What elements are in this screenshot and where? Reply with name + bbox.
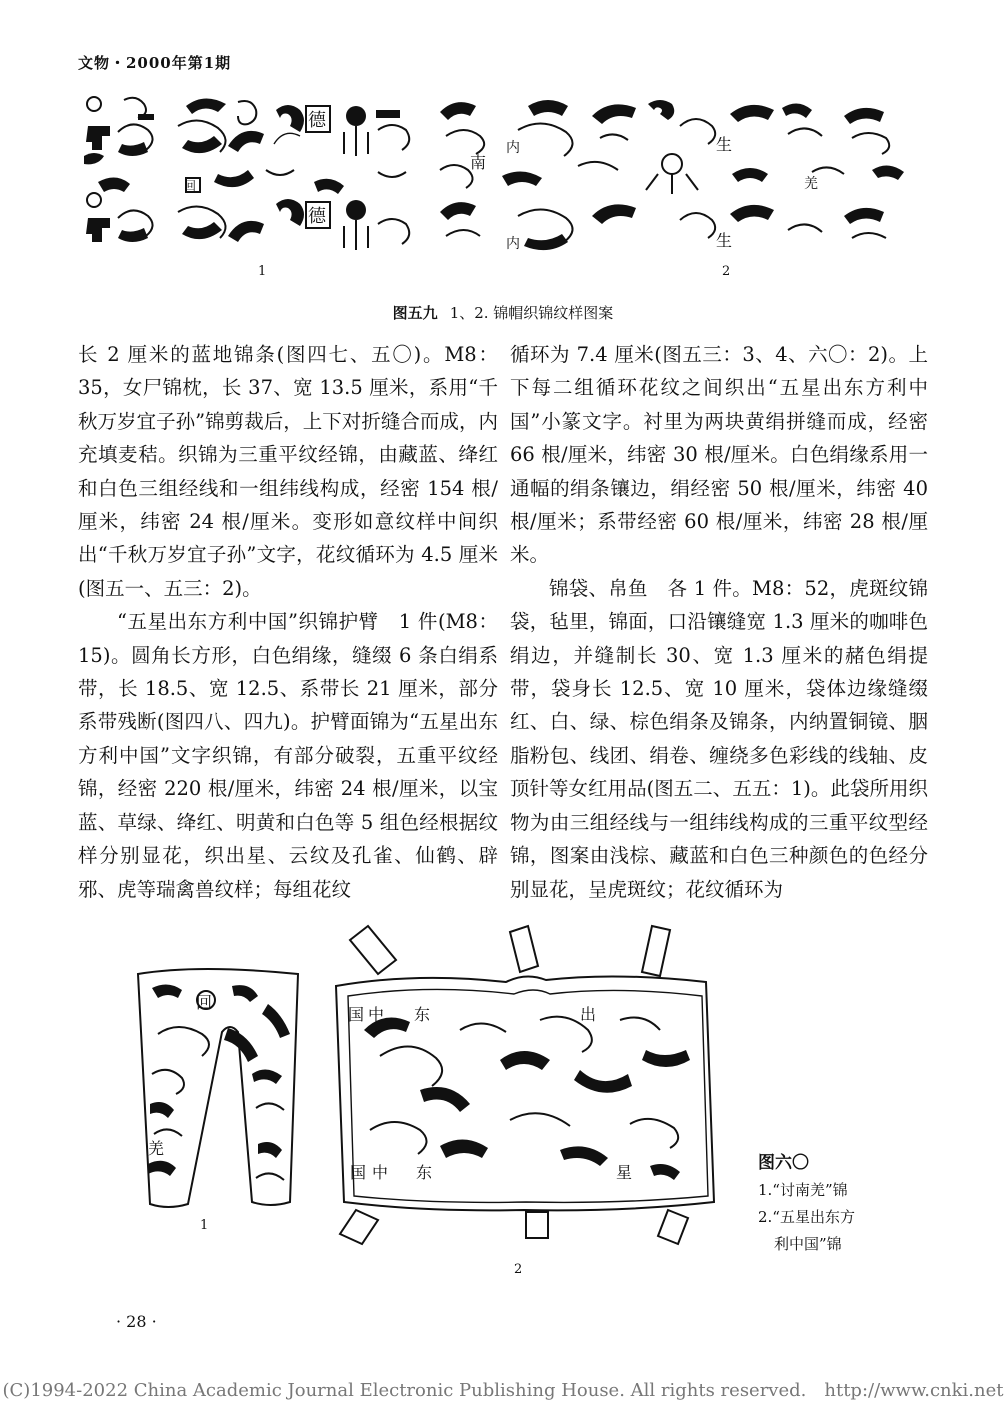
pattern-glyph: 德: [308, 110, 326, 131]
figure59-caption-text: 1、2. 锦帽织锦纹样图案: [449, 304, 614, 322]
figure59-panel-2-pattern: [432, 86, 920, 256]
figure60-label: 图六〇: [758, 1153, 809, 1173]
figure60-panel-2-drawing: [330, 910, 730, 1260]
left-paragraph: 长 2 厘米的蓝地锦条(图四七、五〇)。M8：35，女尸锦枕，长 37、宽 13.5 厘米，系用“千秋万岁宜子孙”锦剪裁后，上下对折缝合而成，内充填麦秸。织锦为三重平纹经锦，由藏蓝、绛红和白色三组经线和一组纬线构成，经密 154 根/厘米，纬密 24 根/厘米。变形如意纹样中间织出“千秋万岁宜子孙”文字，花纹循环为 4.5 厘米(图五一、五三：2)。: [78, 343, 498, 600]
pattern-glyph: 回: [184, 179, 197, 193]
pattern-glyph: 羌: [148, 1139, 165, 1158]
brocade-ornament-row-bottom: [86, 193, 409, 250]
pattern-glyph: 南: [470, 153, 487, 172]
figure60-legend: [758, 1150, 958, 1258]
running-head: 文物・2000年第1期: [78, 54, 232, 72]
pattern-glyph: 内: [506, 140, 520, 156]
pattern-glyph: 中: [372, 1163, 389, 1182]
figure59-label: 图五九: [392, 304, 438, 322]
pattern-glyph: 出: [580, 1005, 597, 1024]
copyright-footer: (C)1994-2022 China Academic Journal Electronic Publishing House. All rights reserved. http://www.cnki.net: [2, 1380, 1004, 1401]
pattern-glyph: 生: [716, 135, 733, 154]
right-paragraph: 锦袋、帛鱼 各 1 件。M8：52，虎斑纹锦袋，毡里，锦面，口沿镶缝宽 1.3 厘米的咖啡色绢边，并缝制长 30、宽 1.3 厘米的赭色绢提带，袋身长 12.5、宽 10 厘米，袋体边缘缝缀红、白、绿、棕色绢条及锦条，内纳置铜镜、胭脂粉包、线团、绢卷、缠绕多色彩线的线轴、皮顶针等女红用品(图五二、五五：1)。此袋所用织物为由三组经线与一组纬线构成的三重平纹型经锦，图案由浅棕、藏蓝和白色三种颜色的色经分别显花，呈虎斑纹；花纹循环为: [510, 576, 928, 901]
pattern-glyph: 国: [348, 1005, 365, 1024]
left-paragraph: “五星出东方利中国”织锦护臂 1 件(M8：15)。圆角长方形，白色绢缘，缝缀 6 条白绢系带，长 18.5、宽 12.5、系带长 21 厘米，部分系带残断(图四八、四九)。护臂面锦为“五星出东方利中国”文字织锦，有部分破裂，五重平纹经锦，经密 220 根/厘米，纬密 24 根/厘米，以宝蓝、草绿、绛红、明黄和白色等 5 组色经根据纹样分别显花，织出星、云纹及孔雀、仙鹤、辟邪、虎等瑞禽兽纹样；每组花纹: [78, 610, 498, 901]
right-column: [510, 338, 928, 906]
figure59-caption: [0, 302, 1006, 323]
pattern-glyph: 羌: [804, 176, 818, 192]
brocade-pattern-marks: [148, 984, 290, 1180]
pattern-glyph: 国: [350, 1163, 367, 1182]
pattern-glyph: 生: [716, 231, 733, 250]
figure60-item: 2.“五星出东方: [758, 1208, 855, 1226]
pattern-glyph: 中: [368, 1005, 385, 1024]
brocade-ornament-row-middle: [440, 154, 904, 194]
figure60-item: 1.“讨南羌”锦: [758, 1181, 848, 1199]
pattern-glyph: 内: [506, 236, 520, 252]
pattern-glyph: 东: [414, 1005, 431, 1024]
pattern-glyph: 星: [616, 1163, 633, 1182]
brocade-ornament-row-top: [84, 97, 409, 164]
right-paragraph: 循环为 7.4 厘米(图五三：3、4、六〇：2)。上下每二组循环花纹之间织出“五星出东方利中国”小篆文字。衬里为两块黄绢拼缝而成，经密 66 根/厘米，纬密 30 根/厘米。白色绢缘系用一通幅的绢条镶边，绢经密 50 根/厘米，纬密 40 根/厘米；系带经密 60 根/厘米，纬密 28 根/厘米。: [510, 343, 928, 567]
pattern-glyph: 回: [196, 993, 213, 1012]
figure60-panel-2-number: 2: [514, 1262, 523, 1277]
figure59-panel-2-number: 2: [722, 264, 731, 279]
left-column: [78, 338, 498, 906]
figure60-panel-1-number: 1: [200, 1218, 209, 1233]
pattern-glyph: 德: [308, 206, 326, 227]
figure60-panel-1-drawing: [128, 964, 312, 1214]
brocade-ornament-row-middle: [98, 170, 406, 194]
figure59-panel-1-number: 1: [258, 264, 267, 279]
pattern-glyph: 东: [416, 1163, 433, 1182]
tie-straps: [340, 926, 688, 1244]
figure60-item: 利中国”锦: [774, 1235, 842, 1253]
brocade-pattern-marks: [364, 1017, 690, 1180]
figure59-panel-1-pattern: [78, 86, 422, 256]
page-number: · 28 ·: [116, 1312, 157, 1331]
